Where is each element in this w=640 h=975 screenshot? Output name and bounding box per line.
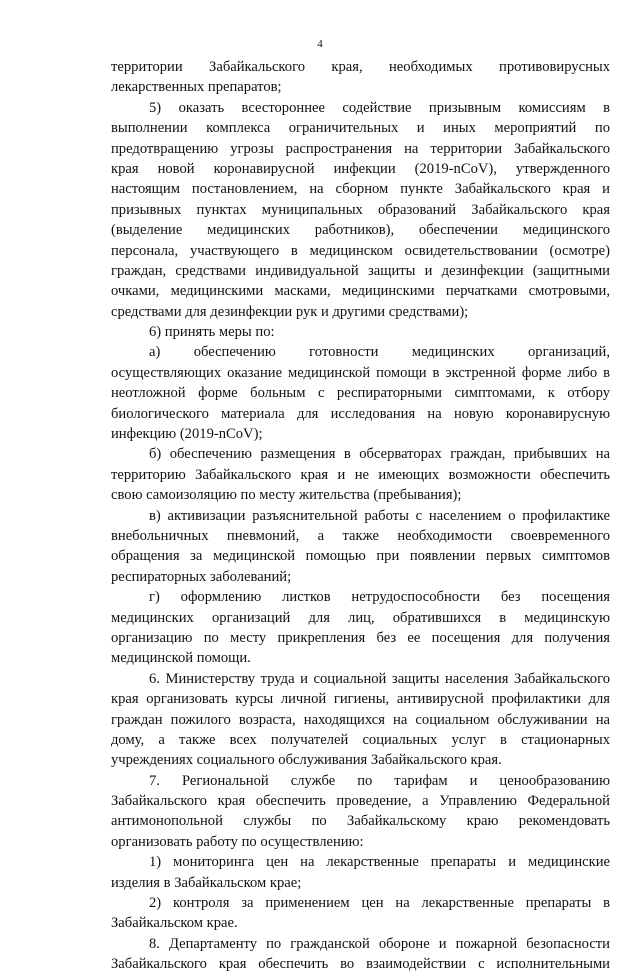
- text-line: территорию Забайкальского края и не имеющих возможности обеспечить: [111, 466, 610, 483]
- text-line: выполнении комплекса ограничительных и иных мероприятий по: [111, 120, 610, 137]
- text-line: лекарственных препаратов;: [111, 79, 282, 96]
- text-line: дому, а также всех получателей социальных услуг в стационарных: [111, 731, 610, 748]
- text-line: свою самоизоляцию по месту жительства (пребывания);: [111, 487, 462, 504]
- text-line: 2) контроля за применением цен на лекарственные препараты в: [149, 895, 610, 912]
- text-line: внебольничных пневмоний, а также необходимости своевременного: [111, 527, 610, 544]
- text-line: очками, медицинскими масками, медицинскими перчатками смотровыми,: [111, 283, 610, 300]
- text-line: осуществляющих оказание медицинской помощи в экстренной форме либо в: [111, 364, 610, 381]
- text-line: учреждениях социального обслуживания Забайкальского края.: [111, 752, 502, 769]
- text-line: персонала, участвующего в медицинском освидетельствовании (осмотре): [111, 242, 610, 259]
- text-line: 6) принять меры по:: [149, 324, 275, 341]
- text-line: Забайкальского края обеспечить проведение, а Управлению Федеральной: [111, 793, 610, 810]
- text-line: а) обеспечению готовности медицинских организаций,: [149, 344, 610, 361]
- text-line: края новой коронавирусной инфекции (2019-nCoV), утвержденного: [111, 160, 610, 177]
- text-line: б) обеспечению размещения в обсерваторах граждан, прибывших на: [149, 446, 610, 463]
- text-line: 7. Региональной службе по тарифам и ценообразованию: [149, 772, 610, 789]
- text-line: г) оформлению листков нетрудоспособности без посещения: [149, 589, 610, 606]
- text-line: антимонопольной службы по Забайкальскому краю рекомендовать: [111, 813, 610, 830]
- text-line: медицинской помощи.: [111, 650, 251, 667]
- text-line: предотвращению угрозы распространения на территории Забайкальского: [111, 140, 610, 157]
- document-body: [111, 57, 610, 975]
- text-line: респираторных заболеваний;: [111, 568, 292, 585]
- text-line: средствами для дезинфекции рук и другими средствами);: [111, 303, 469, 320]
- text-line: инфекцию (2019-nCoV);: [111, 426, 263, 443]
- text-line: изделия в Забайкальском крае;: [111, 874, 302, 891]
- text-line: 6. Министерству труда и социальной защиты населения Забайкальского: [149, 670, 610, 687]
- text-line: территории Забайкальского края, необходимых противовирусных: [111, 59, 610, 75]
- text-line: граждан пожилого возраста, находящихся на социальном обслуживании на: [111, 711, 610, 728]
- text-line: биологического материала для исследования на новую коронавирусную: [111, 405, 610, 422]
- text-line: 1) мониторинга цен на лекарственные препараты и медицинские: [149, 854, 610, 871]
- page-number: 4: [317, 38, 323, 50]
- text-line: организовать работу по осуществлению:: [111, 833, 364, 850]
- text-line: обращения за медицинской помощью при появлении первых симптомов: [111, 548, 610, 565]
- text-line: настоящим постановлением, на сборном пункте Забайкальского края и: [111, 181, 610, 198]
- text-line: граждан, средствами индивидуальной защиты и дезинфекции (защитными: [111, 262, 610, 279]
- text-line: (выделение медицинских работников), обеспечении медицинского: [111, 222, 610, 239]
- text-line: в) активизации разъяснительной работы с населением о профилактике: [149, 507, 610, 524]
- text-line: края организовать курсы личной гигиены, антивирусной профилактики для: [111, 691, 610, 708]
- text-line: медицинских организаций для лиц, обратившихся в медицинскую: [111, 609, 610, 626]
- text-line: 8. Департаменту по гражданской обороне и пожарной безопасности: [149, 935, 610, 952]
- text-line: 5) оказать всестороннее содействие призывным комиссиям в: [149, 99, 610, 116]
- text-line: Забайкальского края обеспечить во взаимодействии с исполнительными: [111, 956, 610, 973]
- text-line: призывных пунктах муниципальных образований Забайкальского края: [111, 201, 610, 218]
- text-line: неотложной форме больным с респираторными симптомами, к отбору: [111, 385, 610, 402]
- text-line: организацию по месту прикрепления без ее посещения для получения: [111, 629, 610, 646]
- text-line: Забайкальском крае.: [111, 915, 238, 932]
